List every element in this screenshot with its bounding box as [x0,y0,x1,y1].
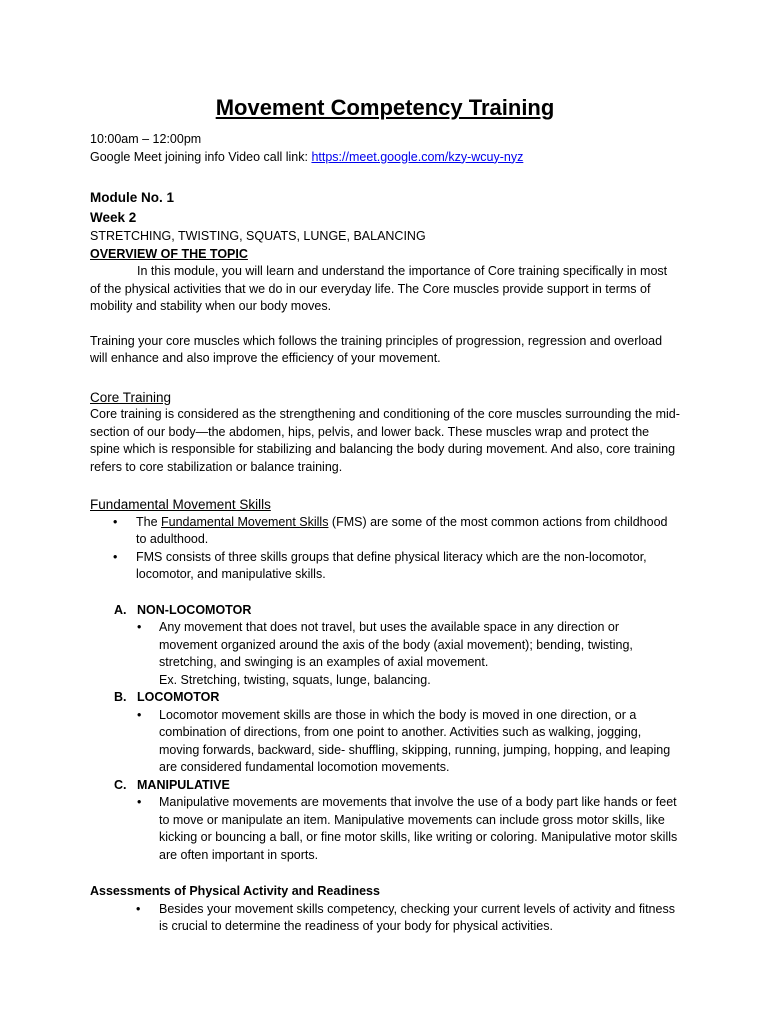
fms-bullet-2: • FMS consists of three skills groups that define physical literacy which are the non-locomotor, locomotor, and manipulative skills. [136,549,680,584]
meet-info [90,149,680,167]
skill-categories [90,602,680,865]
category-name: LOCOMOTOR [137,690,220,704]
category-letter: A. [114,602,127,617]
category-letter: B. [114,690,127,704]
topics-list: STRETCHING, TWISTING, SQUATS, LUNGE, BALANCING [90,229,426,243]
category-description: • Any movement that does not travel, but uses the available space in any direction or movement organized around the axis of the body (axial movement); bending, twisting, stretching, and swinging is an examples of axial movement. [159,619,680,672]
category-example: Ex. Stretching, twisting, squats, lunge, balancing. [159,672,431,687]
page-title: Movement Competency Training [215,95,555,120]
category-name: MANIPULATIVE [137,777,230,792]
category-description: • Locomotor movement skills are those in which the body is moved in one direction, or a combination of directions, from one point to another. Activities such as walking, jogging, moving forwards, backward, side- shuffling, skipping, running, jumping, hopping, and leaping are considered fundamental locomotion movements. [159,707,680,777]
meet-link[interactable]: https://meet.google.com/kzy-wcuy-nyz [311,149,524,164]
module-number: Module No. 1 [90,190,174,205]
overview-paragraph-1: In this module, you will learn and understand the importance of Core training specifically in most of the physical activities that we do in our everyday life. The Core muscles provide support in terms of mobility and stability when our body moves. [90,264,668,313]
fms-bullet-1-suffix: (FMS) are some of the most common actions from childhood to adulthood. [136,514,668,546]
category-letter: C. [114,777,127,792]
category-locomotor [90,689,680,777]
fms-term: Fundamental Movement Skills [161,514,329,529]
fms-bullet-1 [136,514,680,549]
category-non-locomotor [90,602,680,690]
overview-paragraph-2: Training your core muscles which follows the training principles of progression, regression and overload will enhance and also improve the efficiency of your movement. [90,333,663,365]
core-training-text: Core training is considered as the strengthening and conditioning of the core muscles surrounding the mid-section of our body—the abdomen, hips, pelvis, and lower back. These muscles wrap and protect the spine which is responsible for stabilizing and balancing the body during movement. And also, core training refers to core stabilization or balance training. [90,407,680,474]
category-manipulative [90,777,680,865]
assessment-bullet: • Besides your movement skills competency, checking your current levels of activity and fitness is crucial to determine the readiness of your body for physical activities. [159,901,680,936]
assessment-heading: Assessments of Physical Activity and Readiness [90,884,380,898]
core-training-heading: Core Training [90,389,172,405]
category-description: • Manipulative movements are movements that involve the use of a body part like hands or feet to move or manipulate an item. Manipulative movements can include gross motor skills, like kicking or bouncing a ball, or fine motor skills, like writing or coloring. Manipulative motor skills are often important in sports. [159,794,680,864]
assessment-bullet-list [90,901,680,936]
category-name: NON-LOCOMOTOR [137,602,252,617]
meet-label: Google Meet joining info Video call link: [90,149,312,164]
document-body [90,94,680,936]
fms-bullet-1-prefix: The [136,514,162,529]
fms-bullet-list [90,514,680,584]
overview-heading: OVERVIEW OF THE TOPIC [90,246,248,261]
week-label: Week 2 [90,209,137,225]
fms-heading: Fundamental Movement Skills [90,497,271,512]
schedule-time: 10:00am – 12:00pm [90,132,202,146]
